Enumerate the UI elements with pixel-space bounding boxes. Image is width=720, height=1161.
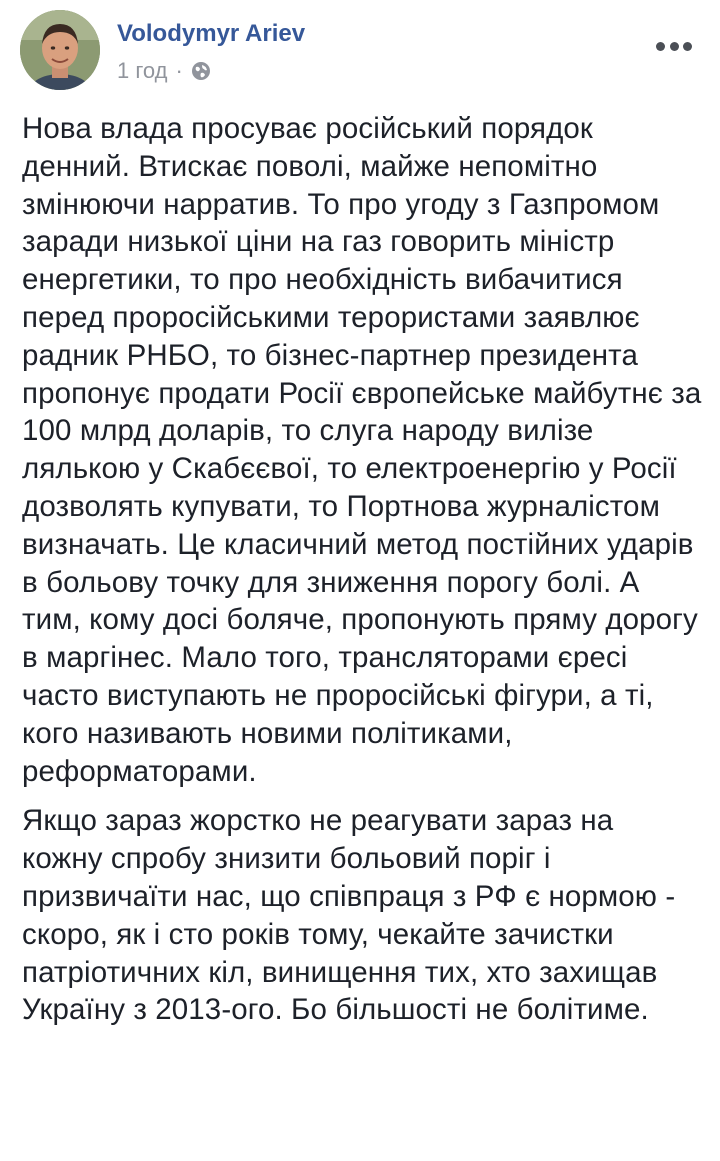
more-options-icon	[656, 42, 665, 51]
post-paragraph: Якщо зараз жорстко не реагувати зараз на кожну спробу знизити больовий поріг і призвичаїти нас, що співпраця з РФ є нормою - скоро, як і сто років тому, чекайте зачистки патріотичних кіл, винищення тих, хто захищав Україну з 2013-ого. Бо більшості не болітиме.	[22, 804, 676, 1027]
more-options-icon	[670, 42, 679, 51]
avatar[interactable]	[20, 10, 100, 90]
meta-separator: ·	[175, 58, 183, 83]
more-options-icon	[683, 42, 692, 51]
post-text	[22, 110, 702, 1029]
author-name[interactable]: Volodymyr Ariev	[117, 20, 306, 47]
post-paragraph: Нова влада просуває російський порядок денний. Втискає поволі, майже непомітно змінюючи нарратив. То про угоду з Газпромом заради низької ціни на газ говорить міністр енергетики, то про необхідність вибачитися перед проросійськими терористами заявлює радник РНБО, то бізнес-партнер президента пропонує продати Росії європейське майбутнє за 100 млрд доларів, то слуга народу вилізе лялькою у Скабєєвої, то електроенергію у Росії дозволять купувати, то Портнова журналістом визначать. Це класичний метод постійних ударів в больову точку для зниження порогу болі. А тим, кому досі боляче, пропонують пряму дорогу в маргінес. Мало того, трансляторами єресі часто виступають не проросійські фігури, а ті, кого називають новими політиками, реформаторами.	[22, 112, 702, 788]
post-timestamp[interactable]: 1 год	[117, 58, 168, 83]
avatar-photo	[20, 10, 100, 90]
more-options-button[interactable]	[656, 38, 692, 54]
post-header	[0, 0, 720, 100]
post-meta	[117, 57, 211, 85]
globe-icon	[191, 61, 211, 81]
